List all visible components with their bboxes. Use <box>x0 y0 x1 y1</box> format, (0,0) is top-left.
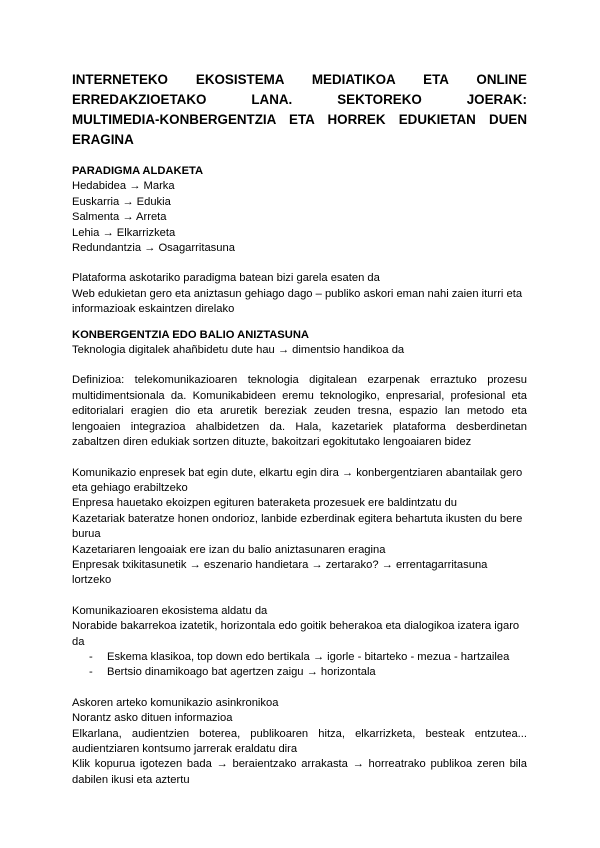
paragraph: Komunikazioaren ekosistema aldatu da <box>72 604 268 617</box>
paragraph: Kazetariak bateratze honen ondorioz, lanbide ezberdinak egitera behartuta ikusten du bere burua <box>72 512 523 541</box>
paragraph: Enpresak txikitasunetik → eszenario handietara → zertarako? → errentagarritasuna lortzeko <box>72 558 488 587</box>
section-heading-paradigma: PARADIGMA ALDAKETA <box>72 165 204 177</box>
definition-paragraph: Definizioa: telekomunikazioaren teknologia digitalean ezarpenak erraztuko prozesu multidimentsionala da. Komunikabideen eremu teknologiko, enpresarial, profesional eta editorialari eragien dio eta aruretik bereziak zeuden tresna, espazio lan metodo eta lengoaien integrazioa ahalbidetzen da. Hala, kazetariek plataforma desberdinetan zabaltzen diren edukiak sortzen dituzte, bakoitzari egokitutako lengoaiaren bidez <box>72 374 527 449</box>
document-content <box>72 70 527 788</box>
paradigm-item: Redundantzia → Osagarritasuna <box>72 242 235 255</box>
paradigm-item: Salmenta → Arreta <box>72 211 167 224</box>
document-title <box>72 70 527 150</box>
paragraph: Komunikazio enpresek bat egin dute, elkartu egin dira → konbergentziaren abantailak gero eta gehiago erabiltzeko <box>72 466 523 494</box>
title-line: ERAGINA <box>72 132 134 147</box>
bullet-list <box>72 650 527 681</box>
section-heading-konbergentzia: KONBERGENTZIA EDO BALIO ANIZTASUNA <box>72 328 310 341</box>
paragraph: Kazetariaren lengoaiak ere izan du balio aniztasunaren eragina <box>72 543 386 556</box>
paradigm-item: Lehia → Elkarrizketa <box>72 226 176 239</box>
paragraph: Elkarlana, audientzien boterea, publikoaren hitza, elkarrizketa, besteak entzutea... audientziaren kontsumo jarrerak eraldatu dira <box>72 727 527 755</box>
paragraph: Norantz asko dituen informazioa <box>72 712 233 725</box>
paradigm-item: Hedabidea → Marka <box>72 180 175 193</box>
paragraph: Web edukietan gero eta aniztasun gehiago dago – publiko askori eman nahi zaien iturri eta informazioak eskaintzen direlako <box>72 287 523 316</box>
list-item: - Bertsio dinamikoago bat agertzen zaigu → horizontala <box>89 665 527 680</box>
paragraph: Enpresa hauetako ekoizpen egituren bateraketa prozesuek ere baldintzatu du <box>72 497 457 510</box>
paragraph: Plataforma askotariko paradigma batean bizi garela esaten da <box>72 272 380 285</box>
paragraph: Norabide bakarrekoa izatetik, horizontala edo goitik beherakoa eta dialogikoa izatera igaro da <box>72 620 520 648</box>
paragraph: Askoren arteko komunikazio asinkronikoa <box>72 696 279 709</box>
paradigm-item: Euskarria → Edukia <box>72 195 171 208</box>
paragraph: Klik kopurua igotezen bada → beraientzako arrakasta → horreatrako publikoa zeren bila dabilen ikusi eta aztertu <box>72 758 527 786</box>
title-line: MULTIMEDIA-KONBERGENTZIA ETA HORREK EDUKIETAN DUEN <box>72 112 527 127</box>
list-item: - Eskema klasikoa, top down edo bertikala → igorle - bitarteko - mezua - hartzailea <box>89 650 527 665</box>
title-line: ERREDAKZIOETAKO LANA. SEKTOREKO JOERAK: <box>72 92 527 107</box>
paragraph: Teknologia digitalek ahañbidetu dute hau → dimentsio handikoa da <box>72 344 405 357</box>
title-line: INTERNETEKO EKOSISTEMA MEDIATIKOA ETA ONLINE <box>72 72 527 87</box>
